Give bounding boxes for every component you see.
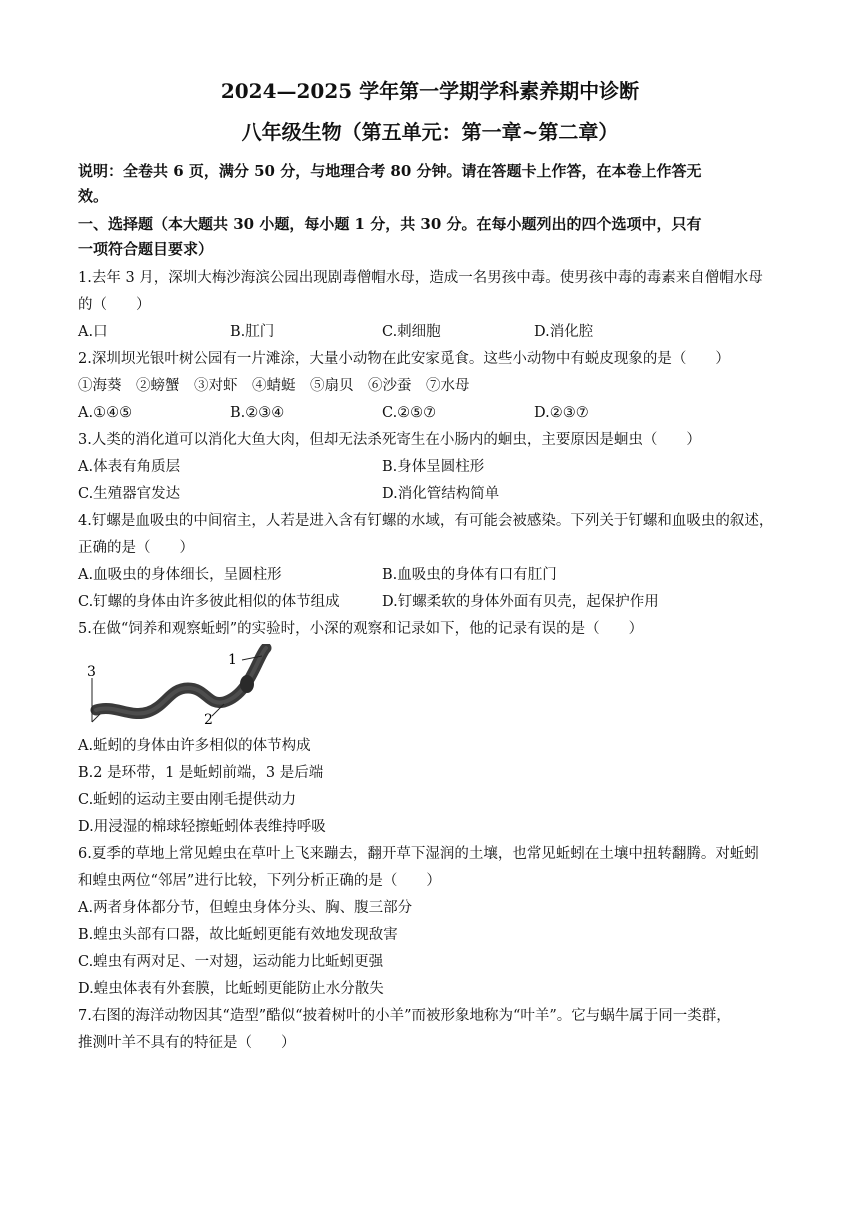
question-4-stem-line-2: 正确的是（ ） bbox=[78, 540, 194, 556]
exam-subtitle: 八年级生物（第五单元：第一章~第二章） bbox=[241, 120, 619, 144]
question-5-option-a: A.蚯蚓的身体由许多相似的体节构成 bbox=[78, 738, 311, 754]
question-4-stem-line-1: 4.钉螺是血吸虫的中间宿主，人若是进入含有钉螺的水域，有可能会被感染。下列关于钉螺和血吸虫的叙述， bbox=[78, 513, 774, 529]
question-2-option-d: D.②③⑦ bbox=[534, 405, 589, 421]
question-6-option-a: A.两者身体都分节，但蝗虫身体分头、胸、腹三部分 bbox=[78, 900, 413, 916]
question-1-stem-line-2: 的（ ） bbox=[78, 297, 151, 313]
question-3-option-a: A.体表有角质层 bbox=[78, 459, 181, 475]
section-heading-line-2: 一项符合题目要求） bbox=[78, 240, 214, 258]
instructions-line-1: 说明：全卷共 6 页，满分 50 分，与地理合考 80 分钟。请在答题卡上作答，在本卷上作答无 bbox=[78, 162, 702, 180]
question-4-option-c: C.钉螺的身体由许多彼此相似的体节组成 bbox=[78, 594, 340, 610]
question-1-stem-line-1: 1.去年 3 月，深圳大梅沙海滨公园出现剧毒僧帽水母，造成一名男孩中毒。使男孩中毒的毒素来自僧帽水母 bbox=[78, 270, 763, 286]
question-4-option-d: D.钉螺柔软的身体外面有贝壳，起保护作用 bbox=[382, 594, 659, 610]
question-3-option-c: C.生殖器官发达 bbox=[78, 486, 181, 502]
question-2-items: ①海葵 ②螃蟹 ③对虾 ④蜻蜓 ⑤扇贝 ⑥沙蚕 ⑦水母 bbox=[78, 378, 470, 394]
question-1-option-b: B.肛门 bbox=[230, 324, 275, 340]
earthworm-body bbox=[96, 648, 266, 714]
question-6-option-d: D.蝗虫体表有外套膜，比蚯蚓更能防止水分散失 bbox=[78, 981, 384, 997]
figure-label-1: 1 bbox=[228, 652, 237, 668]
section-heading-line-1: 一、选择题（本大题共 30 小题，每小题 1 分，共 30 分。在每小题列出的四个选项中，只有 bbox=[78, 215, 702, 233]
question-2-option-a: A.①④⑤ bbox=[78, 405, 133, 421]
question-6-stem-line-2: 和蝗虫两位“邻居”进行比较，下列分析正确的是（ ） bbox=[78, 873, 441, 889]
figure-label-2: 2 bbox=[204, 712, 213, 726]
question-6-stem-line-1: 6.夏季的草地上常见蝗虫在草叶上飞来蹦去，翻开草下湿润的土壤，也常见蚯蚓在土壤中扭转翻腾。对蚯蚓 bbox=[78, 846, 759, 862]
question-5-option-d: D.用浸湿的棉球轻擦蚯蚓体表维持呼吸 bbox=[78, 819, 326, 835]
exam-title: 2024—2025 学年第一学期学科素养期中诊断 bbox=[220, 79, 640, 103]
question-2-stem-line-1: 2.深圳坝光银叶树公园有一片滩涂，大量小动物在此安家觅食。这些小动物中有蜕皮现象的是（ ） bbox=[78, 351, 730, 367]
clitellum-band bbox=[240, 675, 254, 693]
question-1-option-c: C.刺细胞 bbox=[382, 324, 441, 340]
question-6-option-b: B.蝗虫头部有口器，故比蚯蚓更能有效地发现敌害 bbox=[78, 927, 398, 943]
question-7-stem-line-2: 推测叶羊不具有的特征是（ ） bbox=[78, 1035, 296, 1051]
question-5-option-c: C.蚯蚓的运动主要由刚毛提供动力 bbox=[78, 792, 297, 808]
question-4-option-a: A.血吸虫的身体细长，呈圆柱形 bbox=[78, 567, 282, 583]
question-5-option-b: B.2 是环带，1 是蚯蚓前端，3 是后端 bbox=[78, 765, 324, 781]
question-4-option-b: B.血吸虫的身体有口有肛门 bbox=[382, 567, 557, 583]
earthworm-figure bbox=[84, 644, 284, 726]
question-7-stem-line-1: 7.右图的海洋动物因其“造型”酷似“披着树叶的小羊”而被形象地称为“叶羊”。它与蜗牛属于同一类群， bbox=[78, 1008, 731, 1024]
question-5-stem-line-1: 5.在做“饲养和观察蚯蚓”的实验时，小深的观察和记录如下，他的记录有误的是（ ） bbox=[78, 621, 644, 637]
question-1-option-a: A.口 bbox=[78, 324, 108, 340]
instructions-line-2: 效。 bbox=[78, 187, 109, 205]
question-1-option-d: D.消化腔 bbox=[534, 324, 594, 340]
question-3-option-b: B.身体呈圆柱形 bbox=[382, 459, 485, 475]
question-2-option-b: B.②③④ bbox=[230, 405, 285, 421]
figure-label-3: 3 bbox=[87, 664, 96, 680]
question-3-option-d: D.消化管结构简单 bbox=[382, 486, 500, 502]
question-3-stem-line-1: 3.人类的消化道可以消化大鱼大肉，但却无法杀死寄生在小肠内的蛔虫，主要原因是蛔虫（ ） bbox=[78, 432, 701, 448]
question-2-option-c: C.②⑤⑦ bbox=[382, 405, 437, 421]
question-6-option-c: C.蝗虫有两对足、一对翅，运动能力比蚯蚓更强 bbox=[78, 954, 384, 970]
